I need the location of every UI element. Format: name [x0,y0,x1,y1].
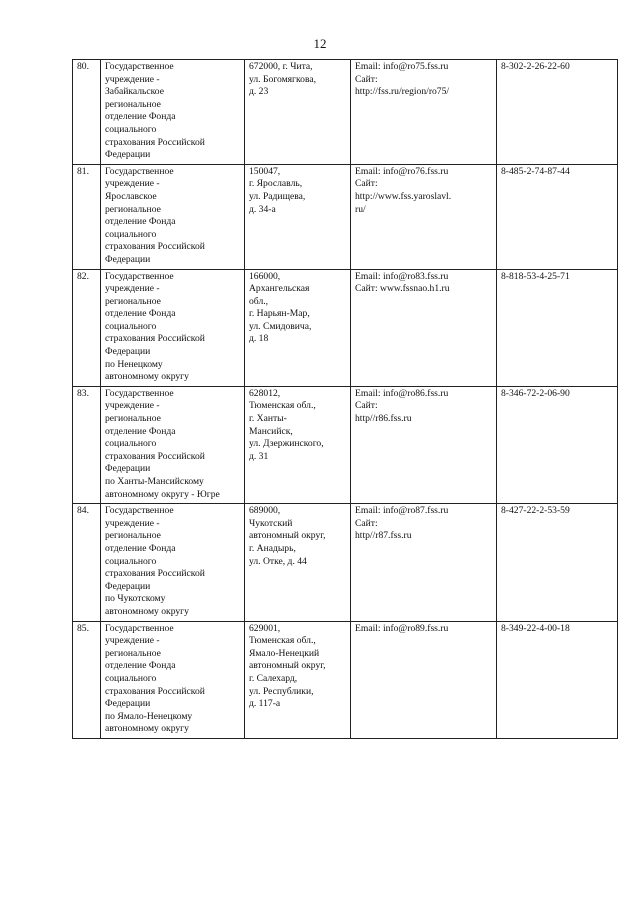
table-row [73,60,618,165]
phone-number: 8-302-2-26-22-60 [497,60,618,165]
table-row [73,504,618,621]
postal-address: 672000, г. Чита, ул. Богомягкова, д. 23 [245,60,351,165]
contact-info: Email: info@ro76.fss.ru Сайт: http://www.fss.yaroslavl. ru/ [351,164,497,269]
row-number: 82. [73,269,101,386]
row-number: 80. [73,60,101,165]
postal-address: 628012, Тюменская обл., г. Ханты- Мансийск, ул. Дзержинского, д. 31 [245,386,351,503]
page-number: 12 [313,36,327,51]
contact-info: Email: info@ro89.fss.ru [351,621,497,738]
institution-name: Государственное учреждение - региональное отделение Фонда социального страхования Российской Федерации по Чукотскому автономному округу [101,504,245,621]
fss-offices-table [72,59,618,739]
phone-number: 8-346-72-2-06-90 [497,386,618,503]
institution-name: Государственное учреждение - региональное отделение Фонда социального страхования Российской Федерации по Ямало-Ненецкому автономному округу [101,621,245,738]
postal-address: 166000, Архангельская обл., г. Нарьян-Мар, ул. Смидовича, д. 18 [245,269,351,386]
postal-address: 689000, Чукотский автономный округ, г. Анадырь, ул. Отке, д. 44 [245,504,351,621]
institution-name: Государственное учреждение - Забайкальское региональное отделение Фонда социального страхования Российской Федерации [101,60,245,165]
phone-number: 8-818-53-4-25-71 [497,269,618,386]
postal-address: 150047, г. Ярославль, ул. Радищева, д. 34-а [245,164,351,269]
contact-info: Email: info@ro87.fss.ru Сайт: http//r87.fss.ru [351,504,497,621]
row-number: 83. [73,386,101,503]
contact-info: Email: info@ro75.fss.ru Сайт: http://fss.ru/region/ro75/ [351,60,497,165]
row-number: 81. [73,164,101,269]
contact-info: Email: info@ro86.fss.ru Сайт: http//r86.fss.ru [351,386,497,503]
institution-name: Государственное учреждение - Ярославское региональное отделение Фонда социального страхования Российской Федерации [101,164,245,269]
phone-number: 8-349-22-4-00-18 [497,621,618,738]
institution-name: Государственное учреждение - региональное отделение Фонда социального страхования Российской Федерации по Ханты-Мансийскому автономному округу - Югре [101,386,245,503]
table-row [73,164,618,269]
row-number: 85. [73,621,101,738]
table-row [73,621,618,738]
table-row [73,386,618,503]
contact-info: Email: info@ro83.fss.ru Сайт: www.fssnao.h1.ru [351,269,497,386]
phone-number: 8-485-2-74-87-44 [497,164,618,269]
row-number: 84. [73,504,101,621]
phone-number: 8-427-22-2-53-59 [497,504,618,621]
table-row [73,269,618,386]
postal-address: 629001, Тюменская обл., Ямало-Ненецкий автономный округ, г. Салехард, ул. Республики, д. 117-а [245,621,351,738]
institution-name: Государственное учреждение - региональное отделение Фонда социального страхования Российской Федерации по Ненецкому автономному округу [101,269,245,386]
